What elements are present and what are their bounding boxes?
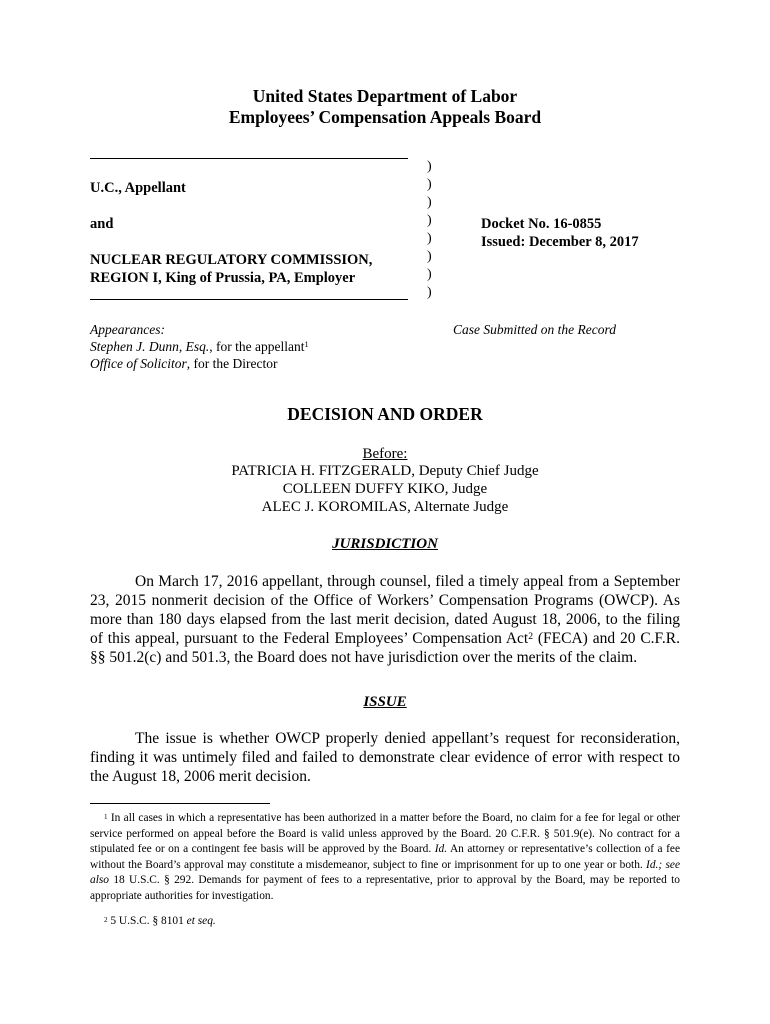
footnote-1-text-c: 18 U.S.C. § 292. Demands for payment of fees to a representative, prior to approval by the Board, may be reported to appropriate authorities for investigation. <box>90 874 680 902</box>
footnote-2-text: 5 U.S.C. § 8101 <box>107 915 187 927</box>
jurisdiction-paragraph <box>90 572 680 667</box>
appellant-counsel-role: , for the appellant <box>209 339 305 354</box>
jurisdiction-text-1: On March 17, 2016 appellant, through counsel, filed a timely appeal from a September 23, 2015 nonmerit decision of the Office of Workers’ Compensation Programs (OWCP). As more than 180 days elapsed from the last merit decision, dated August 18, 2006, to the filing of this appeal, pursuant to the Federal Employees’ Compensation Act <box>90 573 680 647</box>
case-submitted: Case Submitted on the Record <box>453 322 616 337</box>
jurisdiction-heading: JURISDICTION <box>332 536 438 552</box>
issue-heading: ISSUE <box>363 694 407 710</box>
judge-2: COLLEEN DUFFY KIKO, Judge <box>282 481 488 497</box>
director-counsel-role: , for the Director <box>186 356 278 371</box>
agency-name: United States Department of Labor <box>252 86 518 106</box>
appearance-director <box>90 356 277 372</box>
appellant-name: U.C., Appellant <box>90 180 186 196</box>
paren: ) <box>427 159 432 174</box>
caption-top-rule <box>90 158 408 159</box>
before-label: Before: <box>362 446 408 462</box>
appearances-label: Appearances: <box>90 322 165 337</box>
appellant-counsel: Stephen J. Dunn, Esq. <box>90 339 210 354</box>
caption-bottom-rule <box>90 299 408 300</box>
footnote-1-text-b: An attorney or representative’s collection of a fee without the Board’s approval may constitute a misdemeanor, subject to fine or imprisonment for up to one year or both. <box>90 843 681 871</box>
issued-date: Issued: December 8, 2017 <box>481 234 639 250</box>
footnote-1-id-see-also: Id.; see also <box>90 858 680 886</box>
decision-title: DECISION AND ORDER <box>287 404 483 424</box>
appearance-appellant <box>90 339 309 355</box>
footnote-2-number: 2 <box>104 915 108 924</box>
footnote-ref-2: 2 <box>528 631 534 643</box>
footnote-separator <box>90 803 270 804</box>
jurisdiction-text-2: (FECA) and 20 C.F.R. §§ 501.2(c) and 501.3, the Board does not have jurisdiction over the merits of the claim. <box>90 630 680 666</box>
footnote-1-text-a: In all cases in which a representative has been authorized in a matter before the Board, no claim for a fee for legal or other service performed on appeal before the Board is valid unless approved by the Board. 20 C.F.R. § 501.9(e). No contract for a stipulated fee or on a contingent fee basis will be approved by the Board. <box>90 812 680 855</box>
footnote-1-number: 1 <box>104 812 108 821</box>
footnote-ref-1: 1 <box>304 340 309 350</box>
board-name: Employees’ Compensation Appeals Board <box>228 107 542 127</box>
paren: ) <box>427 267 432 282</box>
footnote-2 <box>90 914 680 930</box>
paren: ) <box>427 249 432 264</box>
judge-1: PATRICIA H. FITZGERALD, Deputy Chief Judge <box>231 463 539 479</box>
footnote-1 <box>90 811 680 904</box>
judge-3: ALEC J. KOROMILAS, Alternate Judge <box>261 499 509 515</box>
paren: ) <box>427 177 432 192</box>
director-counsel: Office of Solicitor <box>90 356 187 371</box>
paren: ) <box>427 195 432 210</box>
issue-paragraph: The issue is whether OWCP properly denied appellant’s request for reconsideration, finding it was untimely filed and failed to demonstrate clear evidence of error with respect to the August 18, 2006 merit decision. <box>90 730 680 785</box>
employer-line-1: NUCLEAR REGULATORY COMMISSION, <box>90 252 373 268</box>
caption-and: and <box>90 216 114 232</box>
caption-parentheses <box>427 158 432 302</box>
paren: ) <box>427 285 432 300</box>
docket-number: Docket No. 16-0855 <box>481 216 602 232</box>
paren: ) <box>427 231 432 246</box>
employer-line-2: REGION I, King of Prussia, PA, Employer <box>90 270 356 286</box>
footnote-2-et-seq: et seq. <box>186 915 216 927</box>
footnote-1-id: Id. <box>434 843 448 855</box>
paren: ) <box>427 213 432 228</box>
